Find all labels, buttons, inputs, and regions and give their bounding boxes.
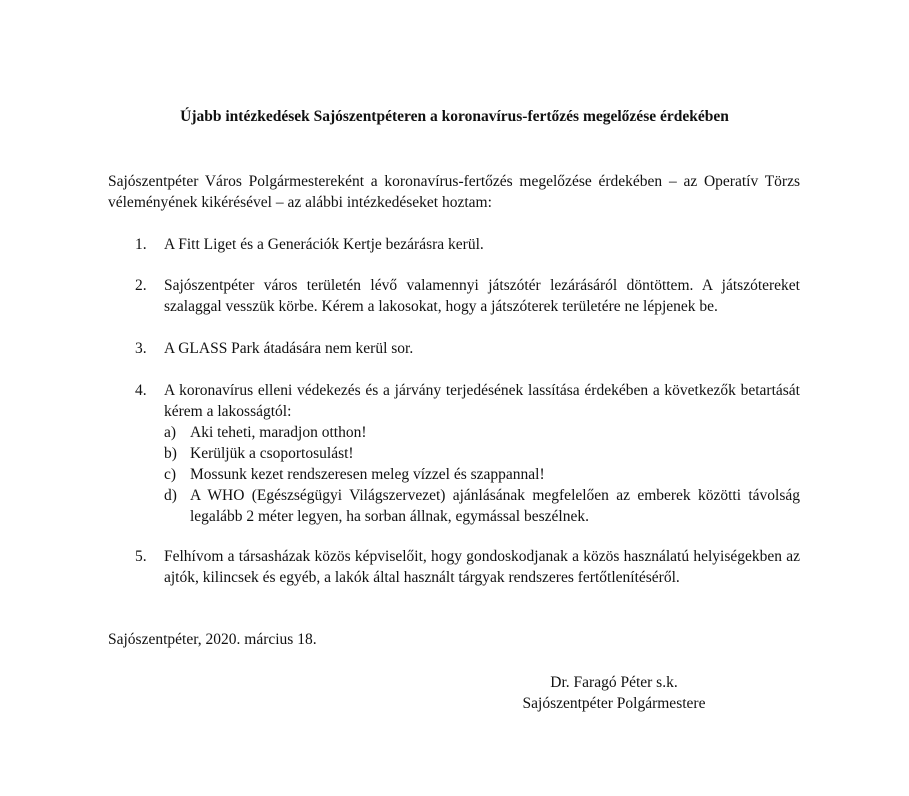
sub-item-c bbox=[164, 464, 800, 485]
signature-name: Dr. Faragó Péter s.k. bbox=[550, 674, 678, 691]
signature-position: Sajószentpéter Polgármestere bbox=[522, 695, 706, 712]
sub-item-letter: a) bbox=[164, 424, 177, 441]
sub-item-letter: d) bbox=[164, 487, 177, 504]
sub-item-text: Mossunk kezet rendszeresen meleg vízzel és szappannal! bbox=[190, 466, 545, 483]
list-item-5 bbox=[135, 546, 800, 588]
list-item-text: A GLASS Park átadására nem kerül sor. bbox=[164, 340, 414, 357]
sub-item-a bbox=[164, 422, 800, 443]
sub-item-text: Kerüljük a csoportosulást! bbox=[190, 445, 354, 462]
sub-item-letter: c) bbox=[164, 466, 177, 483]
list-item-4 bbox=[135, 380, 800, 527]
list-item-3 bbox=[135, 338, 800, 359]
list-item-number: 2. bbox=[135, 277, 147, 294]
list-item-text: Felhívom a társasházak közös képviselőit, hogy gondoskodjanak a közös használatú helyiségekben az ajtók, kilincsek és egyéb, a lakók által használt tárgyak rendszeres fertőtlenítéséről. bbox=[164, 548, 800, 586]
intro-paragraph: Sajószentpéter Város Polgármestereként a koronavírus-fertőzés megelőzése érdekében – az Operatív Törzs véleményének kikérésével – az alábbi intézkedéseket hoztam: bbox=[108, 173, 800, 211]
list-item-1 bbox=[135, 234, 800, 255]
sub-item-text: A WHO (Egészségügyi Világszervezet) ajánlásának megfelelően az emberek közötti távolság legalább 2 méter legyen, ha sorban állnak, egymással beszélnek. bbox=[190, 487, 800, 525]
sub-item-d bbox=[164, 485, 800, 527]
date-line: Sajószentpéter, 2020. március 18. bbox=[108, 631, 317, 648]
sub-item-letter: b) bbox=[164, 445, 177, 462]
list-item-text: A koronavírus elleni védekezés és a járvány terjedésének lassítása érdekében a következők betartását kérem a lakosságtól: bbox=[164, 382, 800, 420]
signature-block bbox=[484, 672, 744, 714]
list-item-text-block bbox=[164, 380, 800, 527]
list-item-2 bbox=[135, 275, 800, 317]
list-item-number: 1. bbox=[135, 236, 147, 253]
list-item-text: A Fitt Liget és a Generációk Kertje bezárásra kerül. bbox=[164, 236, 484, 253]
sub-item-b bbox=[164, 443, 800, 464]
sub-item-text: Aki teheti, maradjon otthon! bbox=[190, 424, 367, 441]
list-item-number: 4. bbox=[135, 382, 147, 399]
list-item-number: 3. bbox=[135, 340, 147, 357]
list-item-number: 5. bbox=[135, 548, 147, 565]
list-item-text: Sajószentpéter város területén lévő valamennyi játszótér lezárásáról döntöttem. A játszótereket szalaggal vesszük körbe. Kérem a lakosokat, hogy a játszóterek területére ne lépjenek be. bbox=[164, 277, 800, 315]
document-title: Újabb intézkedések Sajószentpéteren a koronavírus-fertőzés megelőzése érdekében bbox=[180, 108, 729, 125]
